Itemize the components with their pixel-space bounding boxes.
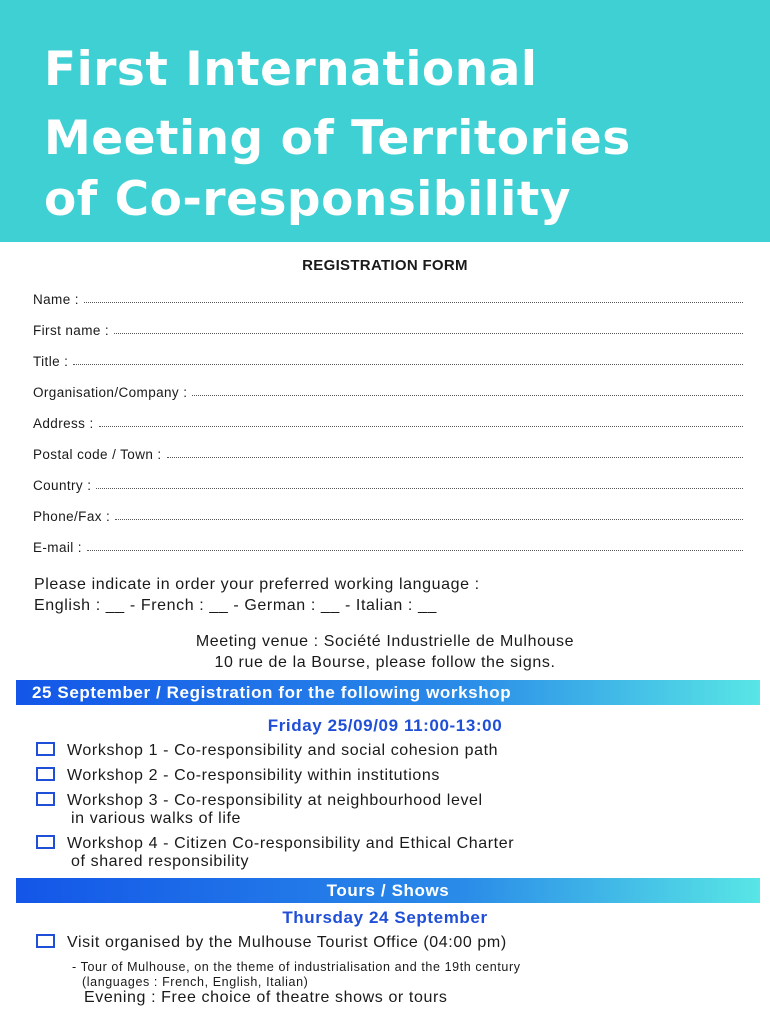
- field-label: Organisation/Company :: [33, 385, 188, 400]
- checkbox[interactable]: [36, 767, 55, 781]
- workshop-option-4[interactable]: [36, 835, 514, 871]
- field-label: Country :: [33, 478, 92, 493]
- field-blank-line[interactable]: [73, 364, 743, 365]
- field-label: First name :: [33, 323, 110, 338]
- tour-label: Visit organised by the Mulhouse Tourist Office (04:00 pm): [67, 934, 507, 951]
- language-options[interactable]: English : __ - French : __ - German : __ - Italian : __: [34, 597, 437, 614]
- field-name[interactable]: [33, 289, 743, 307]
- form-title: REGISTRATION FORM: [302, 257, 468, 274]
- field-blank-line[interactable]: [114, 333, 743, 334]
- venue-line-2: 10 rue de la Bourse, please follow the signs.: [214, 654, 556, 671]
- workshop-band: 25 September / Registration for the following workshop: [16, 680, 760, 705]
- workshop-label: Workshop 3 - Co-responsibility at neighbourhood level: [67, 792, 483, 809]
- field-organisation[interactable]: [33, 382, 743, 400]
- workshop-option-3[interactable]: [36, 792, 483, 828]
- field-email[interactable]: [33, 537, 743, 555]
- tours-day: Thursday 24 September: [282, 908, 488, 927]
- field-country[interactable]: [33, 475, 743, 493]
- title-line-1: First International: [44, 42, 538, 97]
- title-line-3: of Co-responsibility: [44, 172, 571, 227]
- field-label: Title :: [33, 354, 69, 369]
- field-address[interactable]: [33, 413, 743, 431]
- workshop-day: Friday 25/09/09 11:00-13:00: [267, 716, 503, 735]
- field-blank-line[interactable]: [167, 457, 743, 458]
- field-blank-line[interactable]: [115, 519, 743, 520]
- tour-option[interactable]: [36, 934, 507, 952]
- field-blank-line[interactable]: [192, 395, 743, 396]
- field-title[interactable]: [33, 351, 743, 369]
- field-label: E-mail :: [33, 540, 82, 555]
- field-label: Phone/Fax :: [33, 509, 111, 524]
- language-prompt: Please indicate in order your preferred working language :: [34, 576, 480, 593]
- checkbox[interactable]: [36, 835, 55, 849]
- workshop-label-continued: of shared responsibility: [71, 853, 250, 870]
- field-first-name[interactable]: [33, 320, 743, 338]
- workshop-option-1[interactable]: [36, 742, 498, 760]
- checkbox[interactable]: [36, 792, 55, 806]
- field-phone-fax[interactable]: [33, 506, 743, 524]
- venue-line-1: Meeting venue : Société Industrielle de Mulhouse: [195, 633, 575, 650]
- evening-note: Evening : Free choice of theatre shows or tours: [84, 989, 448, 1006]
- field-blank-line[interactable]: [84, 302, 743, 303]
- title-line-2: Meeting of Territories: [44, 111, 631, 166]
- workshop-option-2[interactable]: [36, 767, 440, 785]
- field-label: Address :: [33, 416, 94, 431]
- header-banner: [0, 0, 770, 242]
- tours-band: Tours / Shows: [16, 878, 760, 903]
- field-label: Postal code / Town :: [33, 447, 162, 462]
- checkbox[interactable]: [36, 934, 55, 948]
- workshop-label: Workshop 4 - Citizen Co-responsibility and Ethical Charter: [67, 835, 515, 852]
- field-blank-line[interactable]: [96, 488, 743, 489]
- workshop-label: Workshop 2 - Co-responsibility within institutions: [67, 767, 440, 784]
- field-blank-line[interactable]: [87, 550, 743, 551]
- tour-detail-2: (languages : French, English, Italian): [82, 975, 309, 989]
- field-blank-line[interactable]: [99, 426, 743, 427]
- field-label: Name :: [33, 292, 79, 307]
- tour-detail-1: - Tour of Mulhouse, on the theme of industrialisation and the 19th century: [72, 960, 521, 974]
- workshop-label: Workshop 1 - Co-responsibility and social cohesion path: [67, 742, 499, 759]
- checkbox[interactable]: [36, 742, 55, 756]
- field-postal-town[interactable]: [33, 444, 743, 462]
- workshop-label-continued: in various walks of life: [71, 810, 242, 827]
